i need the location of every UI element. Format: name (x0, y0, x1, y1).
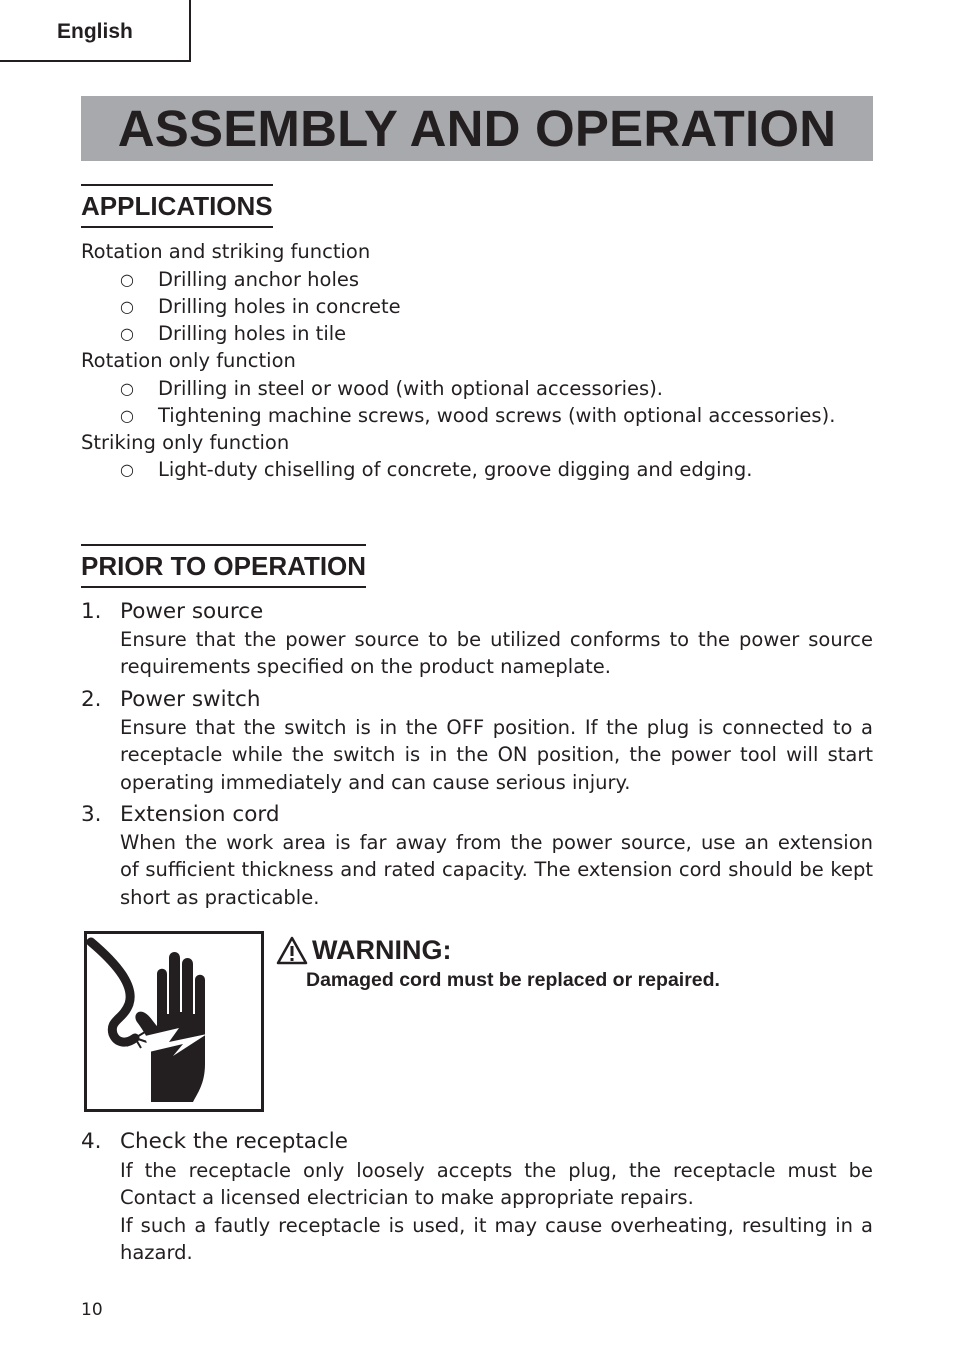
step-title-power-switch: Power switch (120, 687, 261, 712)
step-body-check-receptacle (120, 1157, 873, 1266)
list-item: Drilling holes in concrete (158, 295, 401, 318)
text-line: When the work area is far away from the power source, use an extension (120, 831, 873, 854)
group-label-striking-only: Striking only function (81, 431, 290, 454)
step-title-power-source: Power source (120, 599, 264, 624)
text-line: If the receptacle only loosely accepts the plug, the receptacle must be (120, 1159, 873, 1182)
text-line: of sufficient thickness and rated capacity. The extension cord should be kept (120, 858, 873, 882)
step-body-power-switch (120, 714, 873, 796)
step-body-power-source (120, 626, 873, 681)
warning-text: Damaged cord must be replaced or repaired. (306, 969, 720, 991)
group-label-rotation-only: Rotation only function (81, 349, 296, 372)
list-item: Tightening machine screws, wood screws (with optional accessories). (158, 404, 836, 427)
list-item: Light-duty chiselling of concrete, groove digging and edging. (158, 458, 753, 481)
page-title: ASSEMBLY AND OPERATION (117, 100, 837, 157)
list-item: Drilling anchor holes (158, 268, 360, 291)
text-line: requirements specified on the product nameplate. (120, 655, 611, 679)
text-line: Contact a licensed electrician to make appropriate repairs. (120, 1186, 694, 1210)
text-line: Ensure that the power source to be utilized conforms to the power source (120, 628, 873, 651)
bullet-icon: ○ (120, 406, 134, 425)
step-number: 1. (81, 599, 102, 624)
text-line: operating immediately and can cause serious injury. (120, 770, 631, 794)
electric-shock-hand-icon (84, 931, 264, 1112)
step-number: 2. (81, 687, 102, 712)
warning-heading (276, 933, 451, 967)
applications-heading: APPLICATIONS (81, 184, 273, 228)
text-line: If such a fautly receptacle is used, it may cause overheating, resulting in a (120, 1213, 873, 1237)
text-line: short as practicable. (120, 885, 320, 909)
language-tab (0, 0, 191, 62)
list-item: Drilling in steel or wood (with optional accessories). (158, 377, 664, 400)
step-number: 4. (81, 1129, 102, 1154)
bullet-icon: ○ (120, 460, 134, 479)
bullet-icon: ○ (120, 297, 134, 316)
bullet-icon: ○ (120, 379, 134, 398)
page-title-bar (81, 96, 873, 161)
step-title-check-receptacle: Check the receptacle (120, 1129, 349, 1154)
page-number: 10 (81, 1300, 103, 1320)
prior-to-operation-heading: PRIOR TO OPERATION (81, 544, 366, 588)
step-number: 3. (81, 802, 102, 827)
list-item: Drilling holes in tile (158, 322, 347, 345)
step-body-extension-cord (120, 829, 873, 911)
group-label-rotation-striking: Rotation and striking function (81, 240, 371, 263)
text-line: hazard. (120, 1240, 193, 1264)
bullet-icon: ○ (120, 270, 134, 289)
text-line: Ensure that the switch is in the OFF position. If the plug is connected to a (120, 716, 873, 739)
language-label: English (57, 20, 133, 43)
text-line: receptacle while the switch is in the ON position, the power tool will start (120, 743, 873, 767)
warning-label: WARNING: (312, 935, 452, 965)
bullet-icon: ○ (120, 324, 134, 343)
warning-triangle-icon (276, 936, 308, 965)
step-title-extension-cord: Extension cord (120, 802, 280, 827)
